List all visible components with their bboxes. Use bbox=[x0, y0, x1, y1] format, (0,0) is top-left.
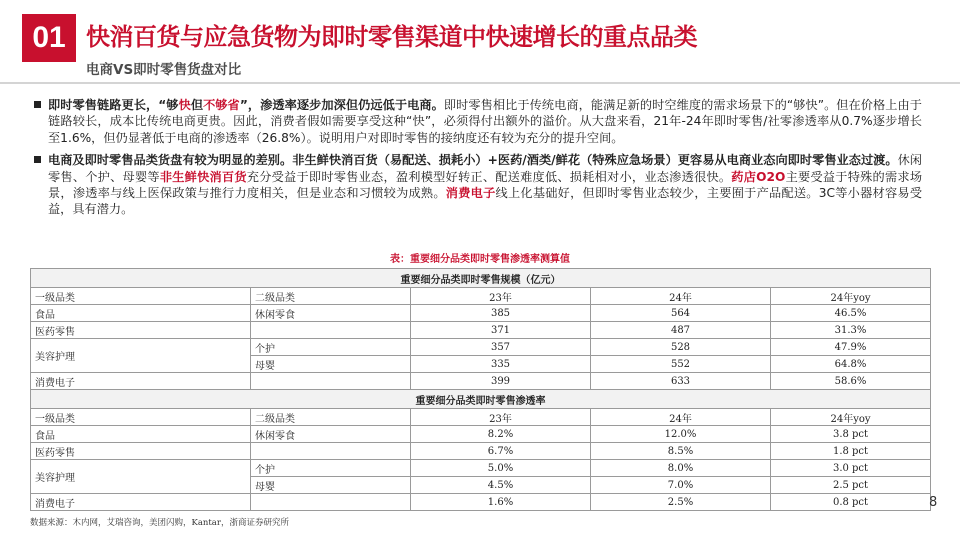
header-cell: 24年 bbox=[591, 288, 771, 305]
level1-cell: 食品 bbox=[31, 426, 251, 443]
value-23-cell: 6.7% bbox=[411, 443, 591, 460]
value-23-cell: 4.5% bbox=[411, 477, 591, 494]
column-header-row bbox=[31, 409, 931, 426]
bullet-item bbox=[34, 97, 922, 146]
bullet-seg: 但 bbox=[190, 98, 204, 112]
yoy-cell: 3.8 pct bbox=[771, 426, 931, 443]
bullet-seg: 线上化基础好，但即时零售业态较少，主要囿于产品配送。3C等小器材容易受益，具有潜力。 bbox=[48, 186, 923, 217]
value-23-cell: 1.6% bbox=[411, 494, 591, 511]
header-cell: 23年 bbox=[411, 409, 591, 426]
penetration-table bbox=[30, 268, 931, 511]
level1-cell: 美容护理 bbox=[31, 339, 251, 373]
header-cell: 24年yoy bbox=[771, 288, 931, 305]
bullet-seg: 即时零售链路更长，“够 bbox=[48, 98, 179, 112]
level2-cell bbox=[251, 373, 411, 390]
level1-cell: 消费电子 bbox=[31, 494, 251, 511]
value-24-cell: 564 bbox=[591, 305, 771, 322]
bullet-seg: 非生鲜快消百货 bbox=[159, 169, 247, 184]
value-23-cell: 335 bbox=[411, 356, 591, 373]
level1-cell: 医药零售 bbox=[31, 443, 251, 460]
table-row bbox=[31, 305, 931, 322]
source-note: 数据来源：木内网，艾瑞咨询，美团闪购，Kantar，浙商证券研究所 bbox=[30, 518, 289, 528]
page-subtitle: 电商VS即时零售货盘对比 bbox=[86, 62, 242, 78]
value-23-cell: 357 bbox=[411, 339, 591, 356]
bullet-item bbox=[34, 152, 922, 218]
header-cell: 二级品类 bbox=[251, 288, 411, 305]
bullet-seg: 充分受益于即时零售业态，盈利模型好转正、配送难度低、损耗相对小，业态渗透很快。 bbox=[246, 169, 732, 184]
section-number-badge: 01 bbox=[22, 14, 76, 62]
value-23-cell: 5.0% bbox=[411, 460, 591, 477]
value-24-cell: 8.0% bbox=[591, 460, 771, 477]
level1-cell: 消费电子 bbox=[31, 373, 251, 390]
level2-cell: 母婴 bbox=[251, 356, 411, 373]
table-row bbox=[31, 339, 931, 356]
level2-cell: 个护 bbox=[251, 339, 411, 356]
bullet-text bbox=[48, 153, 922, 216]
value-24-cell: 552 bbox=[591, 356, 771, 373]
header-cell: 一级品类 bbox=[31, 288, 251, 305]
value-24-cell: 633 bbox=[591, 373, 771, 390]
value-23-cell: 371 bbox=[411, 322, 591, 339]
value-24-cell: 487 bbox=[591, 322, 771, 339]
value-24-cell: 2.5% bbox=[591, 494, 771, 511]
bullet-list bbox=[34, 97, 922, 224]
level1-cell: 医药零售 bbox=[31, 322, 251, 339]
value-23-cell: 8.2% bbox=[411, 426, 591, 443]
header-divider bbox=[0, 82, 960, 84]
value-24-cell: 8.5% bbox=[591, 443, 771, 460]
yoy-cell: 64.8% bbox=[771, 356, 931, 373]
yoy-cell: 0.8 pct bbox=[771, 494, 931, 511]
yoy-cell: 31.3% bbox=[771, 322, 931, 339]
bullet-text bbox=[48, 98, 922, 145]
level2-cell: 母婴 bbox=[251, 477, 411, 494]
yoy-cell: 3.0 pct bbox=[771, 460, 931, 477]
level2-cell bbox=[251, 443, 411, 460]
table-row bbox=[31, 322, 931, 339]
yoy-cell: 2.5 pct bbox=[771, 477, 931, 494]
table-row bbox=[31, 494, 931, 511]
yoy-cell: 58.6% bbox=[771, 373, 931, 390]
header-cell: 一级品类 bbox=[31, 409, 251, 426]
table-row bbox=[31, 426, 931, 443]
bullet-seg: ”，渗透率逐步加深但仍远低于电商。 bbox=[239, 98, 444, 112]
level2-cell bbox=[251, 322, 411, 339]
level2-cell: 休闲零食 bbox=[251, 426, 411, 443]
yoy-cell: 1.8 pct bbox=[771, 443, 931, 460]
bullet-seg: 不够省 bbox=[203, 98, 240, 112]
page-number: 8 bbox=[929, 495, 938, 510]
table-row bbox=[31, 373, 931, 390]
section-header-row bbox=[31, 269, 931, 288]
level2-cell: 休闲零食 bbox=[251, 305, 411, 322]
table-row bbox=[31, 443, 931, 460]
header-cell: 二级品类 bbox=[251, 409, 411, 426]
level2-cell bbox=[251, 494, 411, 511]
square-bullet-icon bbox=[34, 156, 41, 163]
bullet-seg: 药店O2O bbox=[731, 169, 786, 184]
bullet-seg: 即时零售相比于传统电商，能满足新的时空维度的需求场景下的“够快”。但在价格上由于链路较长，成本比传统电商更贵。因此，消费者假如需要享受这种“快”，必须得付出额外的溢价。从大盘来看，21年-24年即时零售/社零渗透率从0.7%逐步增长至1.6%，但仍显著低于电商的渗透率（26.8%）。说明用户对即时零售的接纳度还有较为充分的提升空间。 bbox=[48, 98, 922, 145]
level2-cell: 个护 bbox=[251, 460, 411, 477]
value-24-cell: 528 bbox=[591, 339, 771, 356]
section-header-row bbox=[31, 390, 931, 409]
value-23-cell: 399 bbox=[411, 373, 591, 390]
value-23-cell: 385 bbox=[411, 305, 591, 322]
yoy-cell: 47.9% bbox=[771, 339, 931, 356]
value-24-cell: 12.0% bbox=[591, 426, 771, 443]
table-row bbox=[31, 460, 931, 477]
yoy-cell: 46.5% bbox=[771, 305, 931, 322]
page-title: 快消百货与应急货物为即时零售渠道中快速增长的重点品类 bbox=[86, 23, 697, 51]
section-title: 重要细分品类即时零售规模（亿元） bbox=[31, 269, 931, 288]
bullet-seg: 休闲零售、个护、母婴等 bbox=[48, 153, 922, 184]
table-caption: 表：重要细分品类即时零售渗透率测算值 bbox=[390, 254, 570, 265]
bullet-seg: 快 bbox=[178, 98, 191, 112]
square-bullet-icon bbox=[34, 101, 41, 108]
bullet-seg: 主要受益于特殊的需求场景，渗透率与线上医保政策与推行力度相关，但是业态和习惯较为成熟。 bbox=[48, 169, 923, 201]
level1-cell: 食品 bbox=[31, 305, 251, 322]
column-header-row bbox=[31, 288, 931, 305]
bullet-seg: 消费电子 bbox=[445, 186, 496, 201]
header-cell: 24年 bbox=[591, 409, 771, 426]
header-cell: 23年 bbox=[411, 288, 591, 305]
bullet-seg: 电商及即时零售品类货盘有较为明显的差别。非生鲜快消百货（易配送、损耗小）+医药/酒类/鲜花（特殊应急场景）更容易从电商业态向即时零售业态过渡。 bbox=[48, 153, 898, 168]
section-title: 重要细分品类即时零售渗透率 bbox=[31, 390, 931, 409]
header-cell: 24年yoy bbox=[771, 409, 931, 426]
value-24-cell: 7.0% bbox=[591, 477, 771, 494]
level1-cell: 美容护理 bbox=[31, 460, 251, 494]
